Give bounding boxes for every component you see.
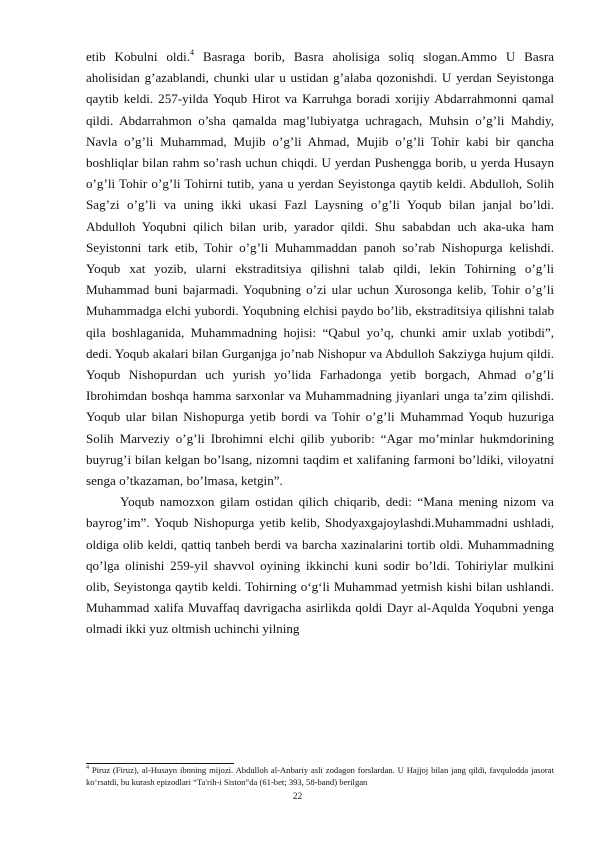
paragraph-1-start: etib Kobulni oldi. <box>86 49 191 64</box>
page-body <box>86 46 554 640</box>
paragraph-1-rest: Basraga borib, Basra aholisiga soliq slogan.Ammo U Basra aholisidan g’azablandi, chunki ular u ustidan g’alaba qozonishdi. U yerdan Seyistonga qaytib keldi. 257-yilda Yoqub Hirot va Karruhga boradi xorijiy Abdarrahmonni qamal qildi. Abdarrahmon o’sha qamalda mag’lubiyatga uchragach, Muhsin o’g’li Mahdiy, Navla o’g’li Muhammad, Mujib o’g’li Ahmad, Mujib o’g’li Tohir kabi bir qancha boshliqlar bilan rahm so’rash uchun chiqdi. U yerdan Pushengga borib, u yerda Husayn o’g’li Tohir o’g’li Tohirni tutib, yana u yerdan Seyistonga qaytib keldi. Abdulloh, Solih Sag’zi o’g’li va uning ikki ukasi Fazl Laysning o’g’li Yoqub bilan janjal bo’ldi. Abdulloh Yoqubni qilich bilan urib, yarador qildi. Shu sababdan uch aka-uka ham Seyistonni tark etib, Tohir o’g’li Muhammaddan panoh so’rab Nishopurga kelishdi. Yoqub xat yozib, ularni ekstraditsiya qilishni talab qildi, lekin Tohirning o’g’li Muhammad buni bajarmadi. Yoqubning o’zi ular uchun Xurosonga kelib, Tohir o’g’li Muhammadga elchi yubordi. Yoqubning elchisi paydo bo’lib, ekstraditsiya qilishni talab qila boshlaganida, Muhammadning hojisi: “Qabul yo’q, chunki amir uxlab yotibdi”, dedi. Yoqub akalari bilan Gurganjga jo’nab Nishopur va Abdulloh Sakziyga hujum qildi. Yoqub Nishopurdan uch yurish yo’lida Farhadonga yetib borgach, Ahmad o’g’li Ibrohimdan boshqa hamma sarxonlar va Muhammadning jiyanlari unga ta’zim qilishdi. Yoqub ular bilan Nishopurga yetib bordi va Tohir o’g’li Muhammad Yoqub huzuriga Solih Marveziy o’g’li Ibrohimni elchi qilib yuborib: “Agar mo’minlar hukmdorining buyrug’i bilan kelgan bo’lsang, nizomni taqdim et xalifaning farmoni bo’ldiki, viloyatni senga o’tkazaman, bo’lmasa, ketgin”. <box>86 49 554 489</box>
footnote-separator <box>86 763 234 764</box>
footnote <box>86 765 554 788</box>
footnote-text: Piruz (Firuz), al-Husayn ibnning mijozi. Abdulloh al-Anbariy asli zodagon forslardan. U Hajjoj bilan jang qildi, favqulodda jasorat ko‘rsatdi, bu kurash epizodlari “Ta'rih-i Siston”da (61-bet; 393, 58-band) berilgan <box>86 765 554 787</box>
footnote-marker: 4 <box>86 765 89 772</box>
paragraph-2: Yoqub namozxon gilam ostidan qilich chiqarib, dedi: “Mana mening nizom va bayrog’im”. Yoqub Nishopurga yetib kelib, Shodyaxgajoylashdi.Muhammadni ushladi, oldiga olib keldi, qattiq tanbeh berdi va barcha xazinalarini tortib oldi. Muhammadning qo’lga olinishi 259-yil shavvol oyining ikkinchi kuni sodir bo’ldi. Tohiriylar mulkini olib, Seyistonga qaytib keldi. Tohirning o‘g‘li Muhammad yetmish kishi bilan ushlandi. Muhammad xalifa Muvaffaq davrigacha asirlikda qoldi Dayr al-Aqulda Yoqubni yenga olmadi ikki yuz oltmish uchinchi yilning <box>86 494 554 637</box>
footnote-reference[interactable]: 4 <box>190 47 195 57</box>
paragraph-1 <box>86 46 554 491</box>
page-number: 22 <box>292 792 303 802</box>
body-text <box>86 46 554 640</box>
